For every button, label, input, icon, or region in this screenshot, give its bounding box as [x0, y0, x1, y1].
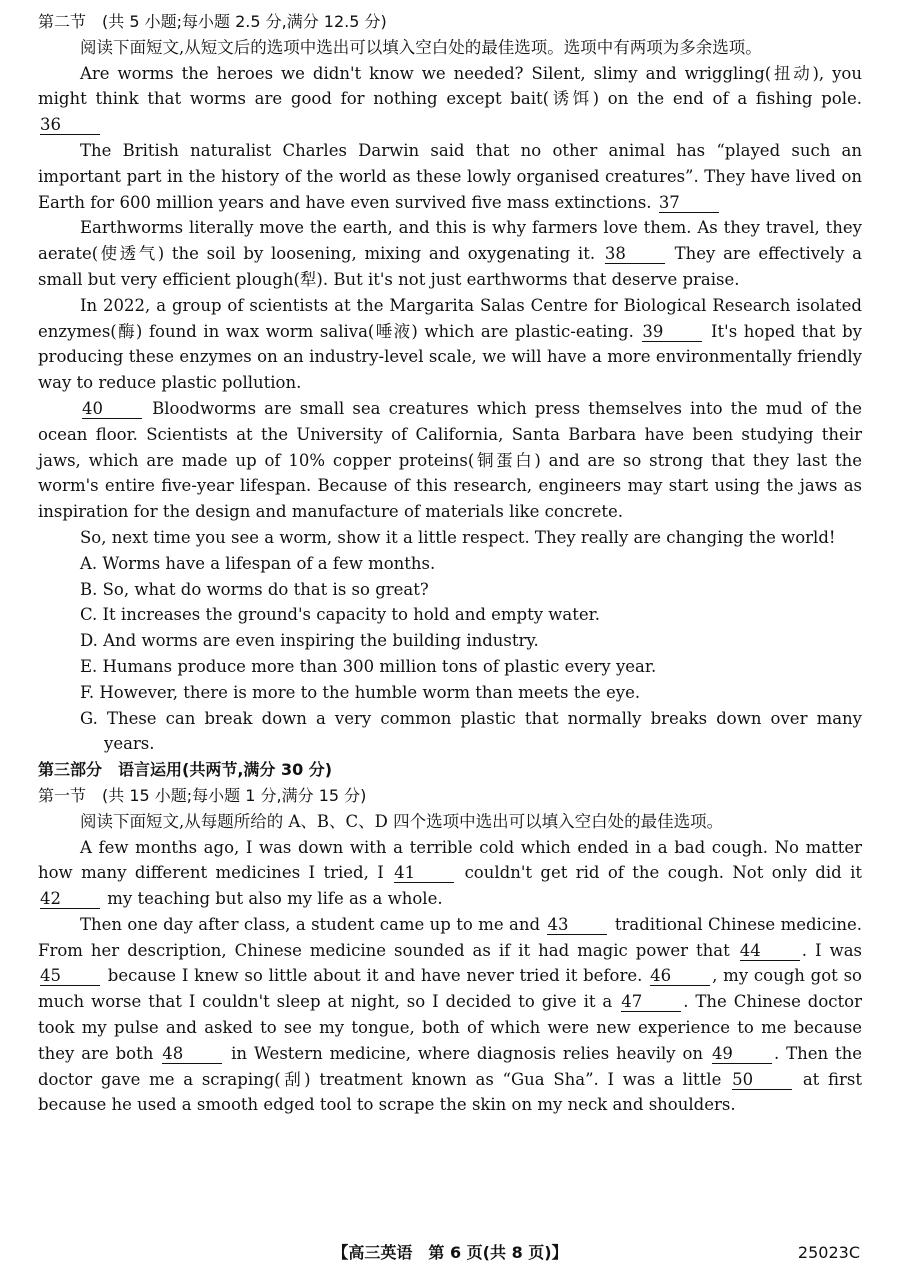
- cloze-text: Then one day after class, a student came up to me and: [80, 914, 541, 934]
- page-number-label: 【高三英语 第 6 页(共 8 页)】: [332, 1243, 568, 1262]
- section2-instruction: 阅读下面短文,从短文后的选项中选出可以填入空白处的最佳选项。选项中有两项为多余选项。: [80, 37, 762, 57]
- answer-blank-50: 50: [732, 1070, 792, 1090]
- part3-instruction: 阅读下面短文,从每题所给的 A、B、C、D 四个选项中选出可以填入空白处的最佳选项。: [80, 811, 724, 831]
- passage-paragraph-6: So, next time you see a worm, show it a little respect. They really are changing the world!: [80, 527, 836, 547]
- option-f: F. However, there is more to the humble worm than meets the eye.: [80, 682, 641, 702]
- cloze-text: . Then the doctor gave me a scraping(刮) treatment known as “Gua Sha”. I was a little: [38, 1043, 863, 1089]
- passage-paragraph-2: [38, 138, 862, 215]
- answer-blank-38: 38: [605, 244, 665, 264]
- passage-paragraph-4: [38, 293, 862, 396]
- answer-blank-37: 37: [659, 193, 719, 213]
- option-g-text: G. These can break down a very common plastic that normally breaks down over many years.: [80, 708, 862, 754]
- answer-blank-47: 47: [621, 992, 681, 1012]
- section2-heading: 第二节 (共 5 小题;每小题 2.5 分,满分 12.5 分): [38, 12, 387, 31]
- cloze-text: my teaching but also my life as a whole.: [107, 889, 443, 909]
- answer-blank-41: 41: [394, 863, 454, 883]
- cloze-text: in Western medicine, where diagnosis relies heavily on: [231, 1043, 704, 1063]
- passage-paragraph-5: [38, 396, 862, 525]
- option-list: [38, 551, 862, 757]
- passage-text: It's hoped that by producing these enzymes on an industry-level scale, we will have a more environmentally friendly way to reduce plastic pollution.: [38, 321, 862, 393]
- cloze-text: A few months ago, I was down with a terrible cold which ended in a bad cough. No matter how many different medicines I tried, I: [38, 837, 862, 883]
- part3-section1-heading: 第一节 (共 15 小题;每小题 1 分,满分 15 分): [38, 785, 367, 805]
- cloze-text: at first because he used a smooth edged tool to scrape the skin on my neck and shoulders.: [38, 1069, 862, 1115]
- page-footer: [0, 1240, 900, 1266]
- answer-blank-48: 48: [162, 1044, 222, 1064]
- answer-blank-43: 43: [547, 915, 607, 935]
- passage-paragraph-3: [38, 215, 862, 292]
- option-b: B. So, what do worms do that is so great?: [80, 579, 429, 599]
- option-c: C. It increases the ground's capacity to hold and empty water.: [80, 605, 600, 625]
- cloze-text: traditional Chinese medicine. From her description, Chinese medicine sounded as if it had magic power that: [38, 914, 862, 960]
- answer-blank-39: 39: [642, 322, 702, 342]
- answer-blank-42: 42: [40, 889, 100, 909]
- cloze-text: . I was: [801, 940, 862, 960]
- passage-text: Earthworms literally move the earth, and this is why farmers love them. As they travel, they aerate(使透气) the soil by loosening, mixing and oxygenating it.: [38, 218, 862, 264]
- passage-text: Are worms the heroes we didn't know we needed? Silent, slimy and wriggling(扭动), you might think that worms are good for nothing except bait(诱饵) on the end of a fishing pole.: [38, 63, 862, 109]
- answer-blank-40: 40: [82, 399, 142, 419]
- answer-blank-45: 45: [40, 966, 100, 986]
- answer-blank-49: 49: [712, 1044, 772, 1064]
- passage-text: The British naturalist Charles Darwin said that no other animal has “played such an important part in the history of the world as these lowly organised creatures”. They have lived on Earth for 600 million years and have even survived five mass extinctions.: [38, 140, 862, 212]
- answer-blank-46: 46: [650, 966, 710, 986]
- cloze-text: couldn't get rid of the cough. Not only did it: [464, 863, 863, 883]
- answer-blank-36: 36: [40, 115, 100, 135]
- option-e: E. Humans produce more than 300 million tons of plastic every year.: [80, 656, 657, 676]
- option-g: [38, 706, 862, 758]
- exam-code: 25023C: [797, 1243, 860, 1262]
- passage-text: Bloodworms are small sea creatures which press themselves into the mud of the ocean floor. Scientists at the University of California, Santa Barbara have been studying their jaws, which are made up of 10% copper proteins(铜蛋白) and are so strong that they last the worm's entire five-year lifespan. Because of this research, engineers may start using the jaws as inspiration for the design and manufacture of materials like concrete.: [38, 398, 862, 522]
- cloze-paragraph-1: [38, 835, 862, 912]
- part3-heading: 第三部分 语言运用(共两节,满分 30 分): [38, 760, 333, 780]
- option-a: A. Worms have a lifespan of a few months.: [80, 553, 436, 573]
- option-d: D. And worms are even inspiring the building industry.: [80, 631, 539, 651]
- cloze-text: . The Chinese doctor took my pulse and asked to see my tongue, both of which were new experience to me because they are both: [38, 992, 862, 1063]
- passage-text: In 2022, a group of scientists at the Margarita Salas Centre for Biological Research isolated enzymes(酶) found in wax worm saliva(唾液) which are plastic-eating.: [38, 295, 862, 341]
- cloze-paragraph-2: [38, 912, 862, 1118]
- cloze-text: , my cough got so much worse that I couldn't sleep at night, so I decided to give it a: [38, 966, 862, 1012]
- passage-text: They are effectively a small but very efficient plough(犁). But it's not just earthworms that deserve praise.: [38, 244, 863, 289]
- answer-blank-44: 44: [740, 941, 800, 961]
- passage-paragraph-1: [38, 61, 862, 138]
- cloze-text: because I knew so little about it and have never tried it before.: [107, 966, 643, 986]
